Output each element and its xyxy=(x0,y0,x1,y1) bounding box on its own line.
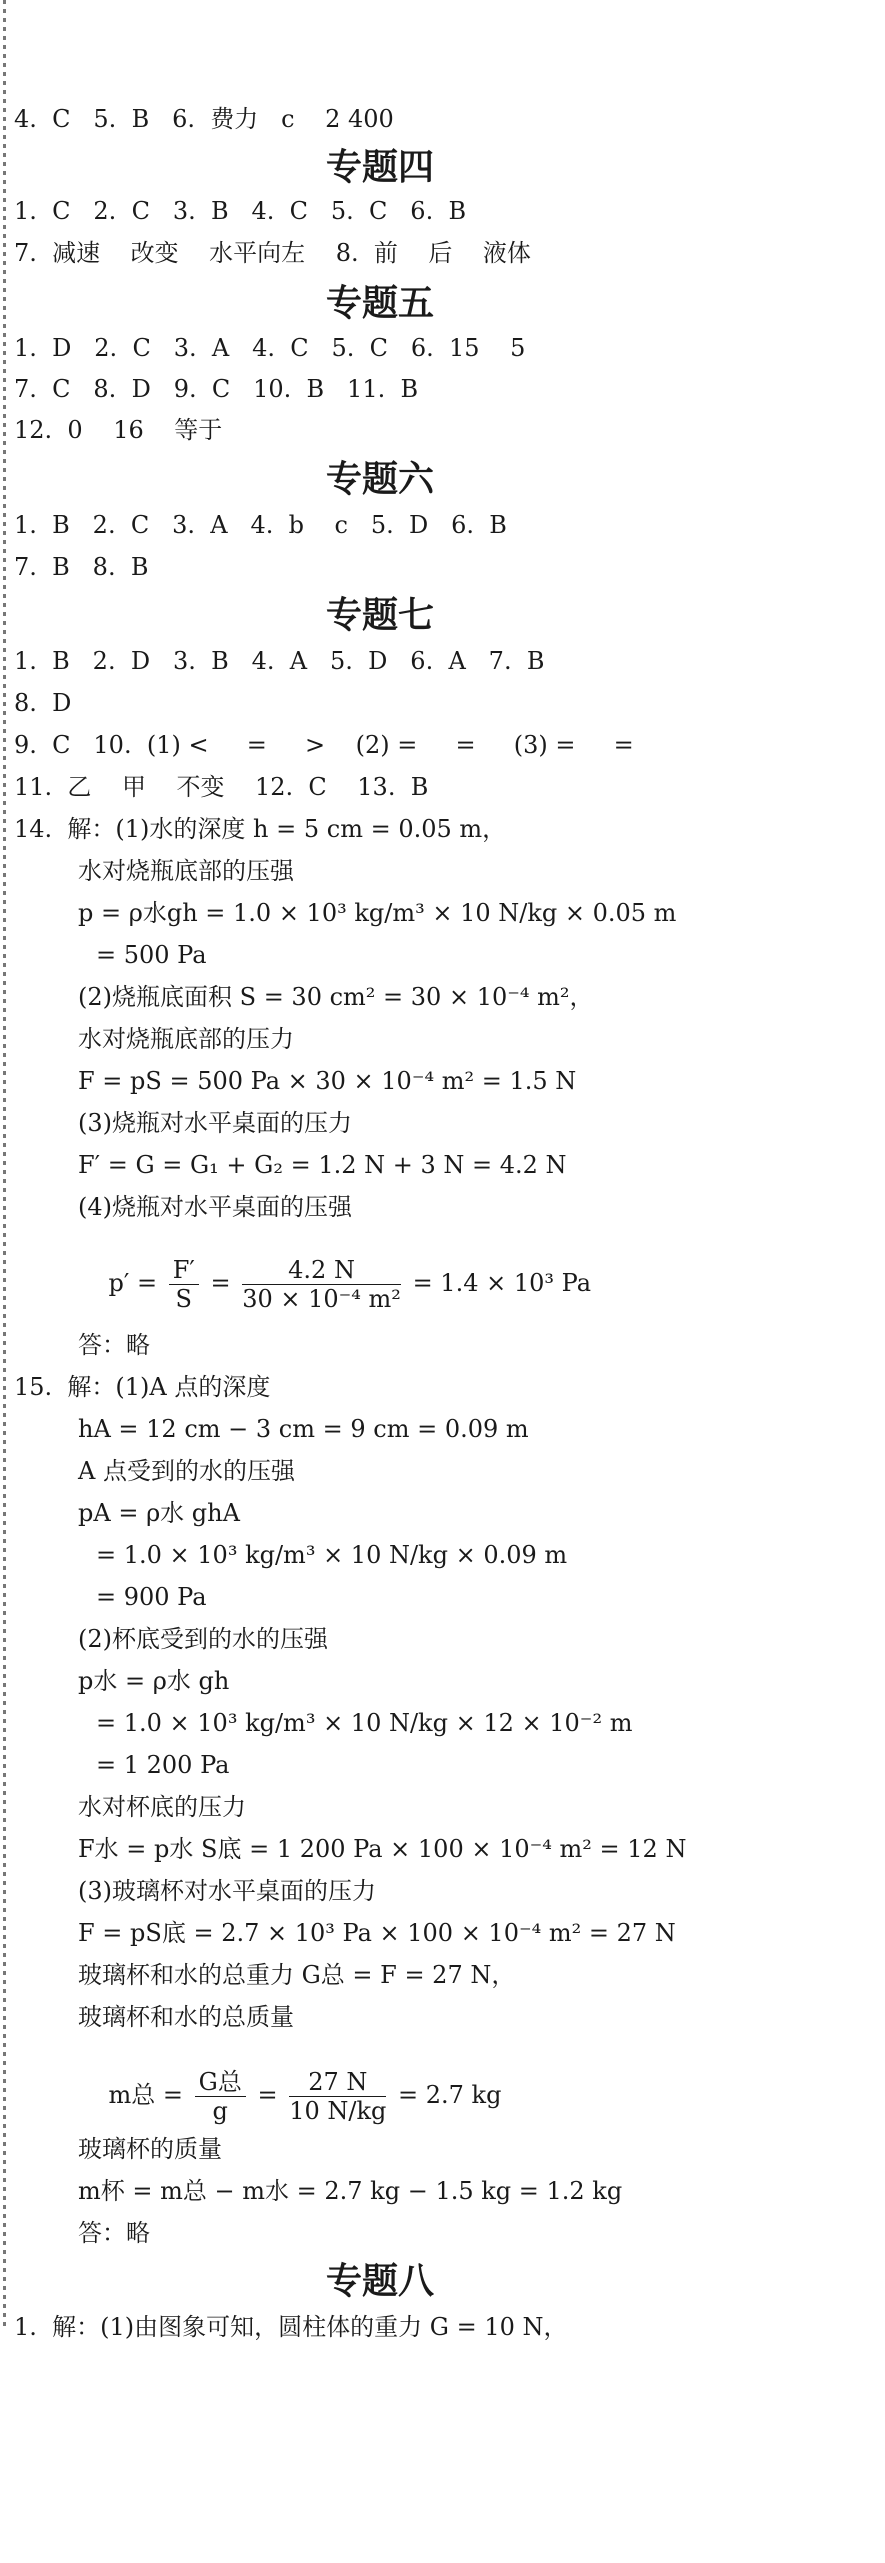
section-heading-7: 专题七 xyxy=(325,595,434,636)
answer-line: 1. 解：(1)由图象可知，圆柱体的重力 G = 10 N， xyxy=(14,2313,568,2341)
solution-line: = 500 Pa xyxy=(96,941,207,969)
answer-line: 12. 0 16 等于 xyxy=(14,416,223,444)
solution-line: 水对烧瓶底部的压力 xyxy=(78,1025,294,1053)
solution-line: F′ = G = G₁ + G₂ = 1.2 N + 3 N = 4.2 N xyxy=(78,1151,567,1179)
solution-line: m杯 = m总 − m水 = 2.7 kg − 1.5 kg = 1.2 kg xyxy=(78,2177,623,2205)
solution-line: = 1.0 × 10³ kg/m³ × 10 N/kg × 12 × 10⁻² m xyxy=(96,1709,633,1737)
section-heading-6: 专题六 xyxy=(325,459,434,500)
section-heading-4: 专题四 xyxy=(325,147,434,188)
fraction xyxy=(242,1256,401,1313)
answer-line: 7. B 8. B xyxy=(14,553,149,581)
fraction-denominator: g xyxy=(212,2097,228,2125)
fraction-numerator: 27 N xyxy=(289,2068,386,2097)
solution-line: 答：略 xyxy=(78,1331,150,1359)
solution-line: = 1 200 Pa xyxy=(96,1751,230,1779)
solution-line: 玻璃杯和水的总质量 xyxy=(78,2003,294,2031)
fraction xyxy=(169,1256,199,1313)
solution-line: F = pS = 500 Pa × 30 × 10⁻⁴ m² = 1.5 N xyxy=(78,1067,577,1095)
solution-line: 玻璃杯和水的总重力 G总 = F = 27 N， xyxy=(78,1961,516,1989)
solution-line: F水 = p水 S底 = 1 200 Pa × 100 × 10⁻⁴ m² = 12 N xyxy=(78,1835,687,1863)
answer-line: 1. C 2. C 3. B 4. C 5. C 6. B xyxy=(14,197,467,225)
section-heading-8: 专题八 xyxy=(325,2261,434,2302)
solution-line: A 点受到的水的压强 xyxy=(78,1457,295,1485)
solution-line: p = ρ水gh = 1.0 × 10³ kg/m³ × 10 N/kg × 0.05 m xyxy=(78,899,677,927)
solution-line: 玻璃杯的质量 xyxy=(78,2135,222,2163)
section-heading-5: 专题五 xyxy=(325,283,434,324)
equation-lhs: p′ = xyxy=(108,1269,165,1297)
fraction-denominator: 30 × 10⁻⁴ m² xyxy=(242,1285,401,1313)
answer-line: 11. 乙 甲 不变 12. C 13. B xyxy=(14,773,429,801)
solution-line: (3)烧瓶对水平桌面的压力 xyxy=(78,1109,352,1137)
solution-line: (3)玻璃杯对水平桌面的压力 xyxy=(78,1877,376,1905)
fraction-numerator: F′ xyxy=(169,1256,199,1285)
fraction-equation-p-prime xyxy=(78,1228,591,1341)
answer-line: 8. D xyxy=(14,689,72,717)
solution-line: hA = 12 cm − 3 cm = 9 cm = 0.09 m xyxy=(78,1415,529,1443)
solution-line: p水 = ρ水 gh xyxy=(78,1667,230,1695)
solution-line: = 1.0 × 10³ kg/m³ × 10 N/kg × 0.09 m xyxy=(96,1541,568,1569)
fraction-denominator: S xyxy=(175,1285,192,1313)
fraction xyxy=(289,2068,386,2125)
fraction-denominator: 10 N/kg xyxy=(289,2097,387,2125)
page-edge-dotted-border xyxy=(0,0,10,2330)
answer-line: 9. C 10. (1) < = > (2) = = (3) = = xyxy=(14,731,634,759)
answer-line: 7. 减速 改变 水平向左 8. 前 后 液体 xyxy=(14,239,531,267)
solution-line: (2)杯底受到的水的压强 xyxy=(78,1625,328,1653)
fraction-numerator: G总 xyxy=(195,2068,246,2097)
fraction xyxy=(195,2068,246,2125)
answer-line: 14. 解：(1)水的深度 h = 5 cm = 0.05 m， xyxy=(14,815,507,843)
answer-line: 15. 解：(1)A 点的深度 xyxy=(14,1373,271,1401)
answer-line: 4. C 5. B 6. 费力 c 2 400 xyxy=(14,105,394,133)
solution-line: (4)烧瓶对水平桌面的压强 xyxy=(78,1193,352,1221)
equals-sign: = xyxy=(249,2081,286,2109)
solution-line: 水对烧瓶底部的压强 xyxy=(78,857,294,885)
answer-line: 1. D 2. C 3. A 4. C 5. C 6. 15 5 xyxy=(14,334,526,362)
solution-line: pA = ρ水 ghA xyxy=(78,1499,240,1527)
solution-line: 答：略 xyxy=(78,2219,150,2247)
solution-line: (2)烧瓶底面积 S = 30 cm² = 30 × 10⁻⁴ m²， xyxy=(78,983,594,1011)
answer-line: 7. C 8. D 9. C 10. B 11. B xyxy=(14,375,419,403)
equals-sign: = xyxy=(202,1269,239,1297)
fraction-numerator: 4.2 N xyxy=(242,1256,401,1285)
answer-line: 1. B 2. C 3. A 4. b c 5. D 6. B xyxy=(14,511,507,539)
solution-line: F = pS底 = 2.7 × 10³ Pa × 100 × 10⁻⁴ m² = 27 N xyxy=(78,1919,676,1947)
solution-line: = 900 Pa xyxy=(96,1583,207,1611)
equation-rhs: = 2.7 kg xyxy=(390,2081,502,2109)
equation-lhs: m总 = xyxy=(108,2081,191,2109)
answer-line: 1. B 2. D 3. B 4. A 5. D 6. A 7. B xyxy=(14,647,545,675)
equation-rhs: = 1.4 × 10³ Pa xyxy=(404,1269,592,1297)
solution-line: 水对杯底的压力 xyxy=(78,1793,246,1821)
